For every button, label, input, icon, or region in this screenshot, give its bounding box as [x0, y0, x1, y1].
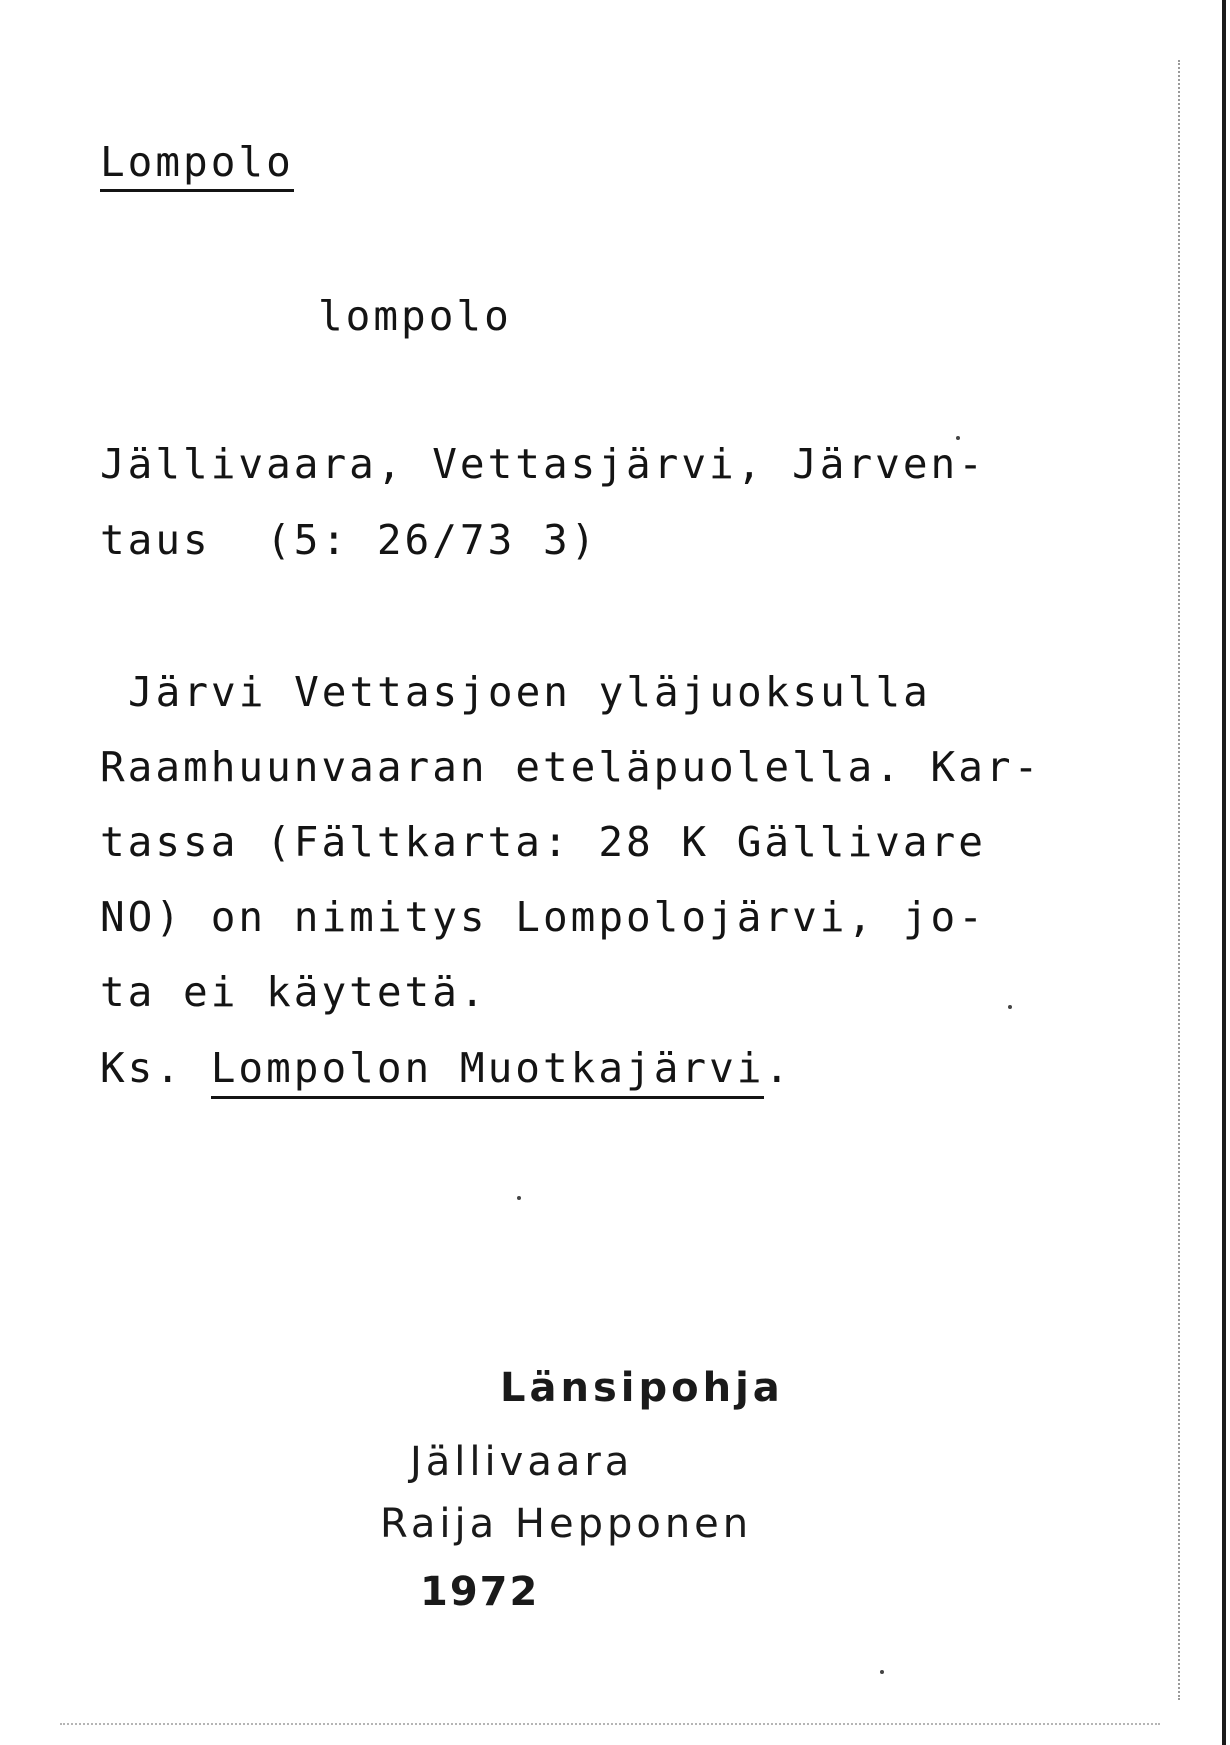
location-line: Jällivaara, Vettasjärvi, Järven- [100, 440, 986, 488]
description-line: Järvi Vettasjoen yläjuoksulla [128, 668, 931, 716]
scan-edge-rule [1222, 0, 1226, 1745]
card-heading: Lompolo [100, 142, 294, 192]
location-line: taus (5: 26/73 3) [100, 516, 599, 564]
description-line: tassa (Fältkarta: 28 K Gällivare [100, 818, 986, 866]
scan-speck [956, 436, 960, 440]
scan-bottom-dots [60, 1723, 1160, 1725]
stamp-collector: Raija Hepponen [380, 1501, 753, 1547]
see-also-prefix: Ks. [100, 1044, 211, 1092]
description-line: ta ei käytetä. [100, 968, 488, 1016]
description [100, 668, 1042, 1047]
stamp-region: Länsipohja [500, 1365, 784, 1411]
scan-speck [1008, 1005, 1012, 1009]
see-also-reference: Lompolon Muotkajärvi [211, 1044, 765, 1099]
stamp-year: 1972 [420, 1569, 540, 1615]
see-also-line [100, 1044, 793, 1092]
card-subheading: lompolo [318, 292, 512, 340]
description-line: Raamhuunvaaran eteläpuolella. Kar- [100, 743, 1042, 791]
scan-edge-dots [1178, 60, 1180, 1700]
scan-speck [517, 1196, 521, 1200]
description-line: NO) on nimitys Lompolojärvi, jo- [100, 893, 986, 941]
scan-speck [880, 1670, 884, 1674]
see-also-suffix: . [764, 1044, 793, 1092]
stamp-municipality: Jällivaara [410, 1439, 634, 1485]
